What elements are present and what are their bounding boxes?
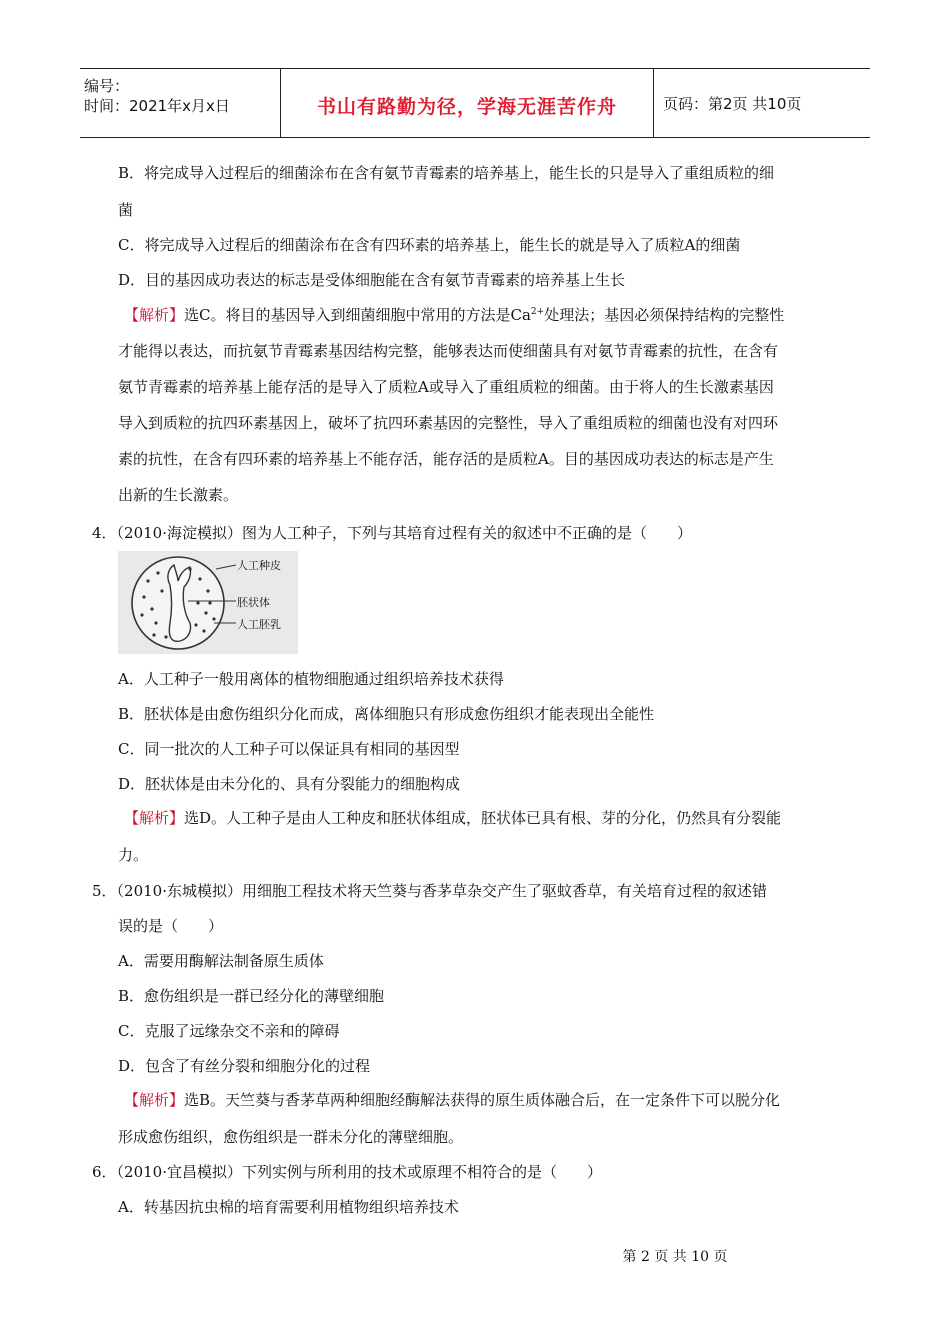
header-motto-cell xyxy=(280,69,654,137)
q3-option-c: C．将完成导入过程后的细菌涂布在含有四环素的培养基上，能生长的就是导入了质粒A的细菌 xyxy=(118,236,741,254)
q5-analysis-line-1: 【解析】选B。天竺葵与香茅草两种细胞经酶解法获得的原生质体融合后，在一定条件下可以脱分化 xyxy=(124,1091,781,1109)
q4-analysis-line-2: 力。 xyxy=(118,846,149,864)
artificial-seed-figure xyxy=(118,551,298,654)
q3-analysis-line-1: 【解析】选C。将目的基因导入到细菌细胞中常用的方法是$Ca^{2+}$处理法；基因必须保持结构的完整性 xyxy=(124,306,785,324)
figure-label-endosperm: 人工胚乳 xyxy=(237,618,281,631)
q3-option-b: B．将完成导入过程后的细菌涂布在含有氨节青霉素的培养基上，能生长的只是导入了重组质粒的细 xyxy=(118,164,775,182)
page-footer xyxy=(0,1246,950,1266)
analysis-tag: 【解析】 xyxy=(124,809,185,827)
figure-label-seed-coat: 人工种皮 xyxy=(237,559,281,572)
motto: 书山有路勤为径，学海无涯苦作舟 xyxy=(316,96,617,118)
q5-option-d: D．包含了有丝分裂和细胞分化的过程 xyxy=(118,1057,371,1075)
q3-analysis-line-5: 素的抗性，在含有四环素的培养基上不能存活，能存活的是质粒A。目的基因成功表达的标志是产生 xyxy=(118,450,774,468)
q4-option-d: D．胚状体是由未分化的、具有分裂能力的细胞构成 xyxy=(118,775,461,793)
analysis-tag: 【解析】 xyxy=(124,1091,185,1109)
q5-stem-cont: 误的是（ ） xyxy=(118,917,224,935)
q4-option-b: B．胚状体是由愈伤组织分化而成，离体细胞只有形成愈伤组织才能表现出全能性 xyxy=(118,705,655,723)
analysis-tag: 【解析】 xyxy=(124,306,185,324)
q3-analysis-line-4: 导入到质粒的抗四环素基因上，破坏了抗四环素基因的完整性，导入了重组质粒的细菌也没有对四环 xyxy=(118,414,779,432)
q6-stem: 6．（2010·宜昌模拟）下列实例与所利用的技术或原理不相符合的是（ ） xyxy=(92,1163,602,1181)
header-meta-cell xyxy=(80,69,280,137)
q6-option-a: A．转基因抗虫棉的培育需要利用植物组织培养技术 xyxy=(118,1198,459,1216)
page-header xyxy=(80,68,870,138)
q4-analysis-line-1: 【解析】选D。人工种子是由人工种皮和胚状体组成，胚状体已具有根、芽的分化，仍然具有分裂能 xyxy=(124,809,782,827)
q5-option-b: B．愈伤组织是一群已经分化的薄壁细胞 xyxy=(118,987,385,1005)
q5-stem: 5．（2010·东城模拟）用细胞工程技术将天竺葵与香茅草杂交产生了驱蚊香草，有关培育过程的叙述错 xyxy=(92,882,767,900)
figure-label-embryoid: 胚状体 xyxy=(237,596,270,609)
page-info: 页码：第2页 共10页 xyxy=(663,95,802,113)
q4-stem: 4．（2010·海淀模拟）图为人工种子，下列与其培育过程有关的叙述中不正确的是（ ） xyxy=(92,524,692,542)
q3-option-d: D．目的基因成功表达的标志是受体细胞能在含有氨节青霉素的培养基上生长 xyxy=(118,271,626,289)
q5-option-a: A．需要用酶解法制备原生质体 xyxy=(118,952,324,970)
q4-option-a: A．人工种子一般用离体的植物细胞通过组织培养技术获得 xyxy=(118,670,504,688)
q3-option-b-cont: 菌 xyxy=(118,201,134,219)
date-label: 时间：2021年x月x日 xyxy=(84,97,230,115)
q3-analysis-line-6: 出新的生长激素。 xyxy=(118,486,239,504)
header-page-cell xyxy=(653,69,870,137)
footer-page-number: 第 2 页 共 10 页 xyxy=(622,1249,728,1265)
q3-analysis-line-3: 氨节青霉素的培养基上能存活的是导入了质粒A或导入了重组质粒的细菌。由于将人的生长激素基因 xyxy=(118,378,774,396)
q4-option-c: C．同一批次的人工种子可以保证具有相同的基因型 xyxy=(118,740,460,758)
q3-analysis-line-2: 才能得以表达，而抗氨节青霉素基因结构完整，能够表达而使细菌具有对氨节青霉素的抗性，在含有 xyxy=(118,342,779,360)
code-label: 编号： xyxy=(84,77,130,95)
q5-analysis-line-2: 形成愈伤组织，愈伤组织是一群未分化的薄壁细胞。 xyxy=(118,1128,464,1146)
q5-option-c: C．克服了远缘杂交不亲和的障碍 xyxy=(118,1022,340,1040)
